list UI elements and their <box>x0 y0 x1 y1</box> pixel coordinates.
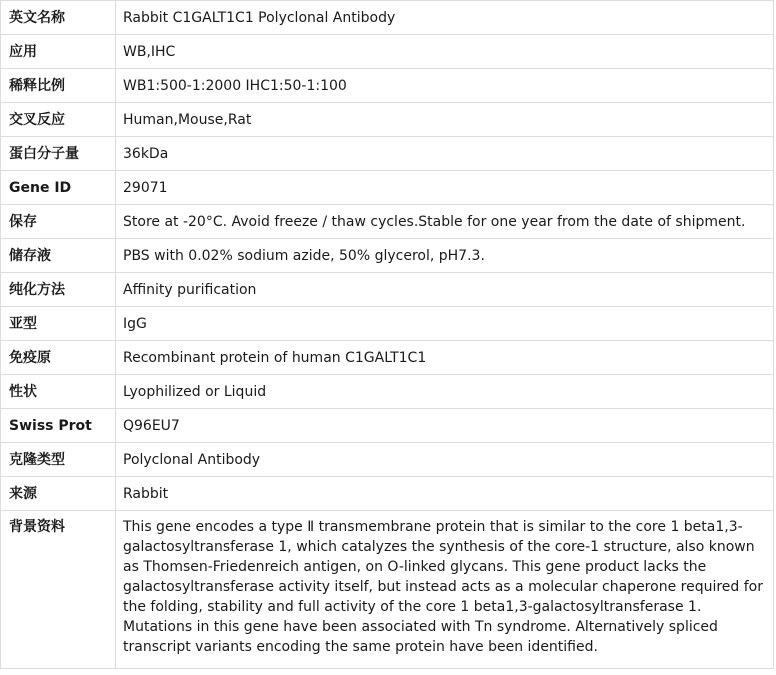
table-row-storage-buffer <box>1 239 774 273</box>
row-value: Lyophilized or Liquid <box>116 375 774 409</box>
row-value: This gene encodes a type Ⅱ transmembrane protein that is similar to the core 1 beta1,3-galactosyltransferase 1, which catalyzes the synthesis of the core-1 structure, also known as Thomsen-Friedenreich antigen, on O-linked glycans. This gene product lacks the galactosyltransferase activity itself, but instead acts as a molecular chaperone required for the folding, stability and full activity of the core 1 beta1,3-galactosyltransferase 1. Mutations in this gene have been associated with Tn syndrome. Alternatively spliced transcript variants encoding the same protein have been identified. <box>116 511 774 669</box>
row-value: Q96EU7 <box>116 409 774 443</box>
row-label: 保存 <box>1 205 116 239</box>
row-value: 29071 <box>116 171 774 205</box>
row-value: 36kDa <box>116 137 774 171</box>
row-value: Rabbit C1GALT1C1 Polyclonal Antibody <box>116 1 774 35</box>
row-value: Affinity purification <box>116 273 774 307</box>
table-row-clonality <box>1 443 774 477</box>
table-row-form <box>1 375 774 409</box>
row-value: IgG <box>116 307 774 341</box>
table-row-isotype <box>1 307 774 341</box>
row-label: 亚型 <box>1 307 116 341</box>
row-value: Human,Mouse,Rat <box>116 103 774 137</box>
row-label: Gene ID <box>1 171 116 205</box>
table-row-swiss-prot <box>1 409 774 443</box>
row-label: 背景资料 <box>1 511 116 669</box>
row-label: 克隆类型 <box>1 443 116 477</box>
table-row-host <box>1 477 774 511</box>
row-value: Recombinant protein of human C1GALT1C1 <box>116 341 774 375</box>
table-row-background <box>1 511 774 669</box>
table-row-molecular-weight <box>1 137 774 171</box>
table-row-purification <box>1 273 774 307</box>
row-label: Swiss Prot <box>1 409 116 443</box>
row-label: 蛋白分子量 <box>1 137 116 171</box>
row-label: 纯化方法 <box>1 273 116 307</box>
row-label: 英文名称 <box>1 1 116 35</box>
row-label: 稀释比例 <box>1 69 116 103</box>
row-label: 储存液 <box>1 239 116 273</box>
row-value: Store at -20°C. Avoid freeze / thaw cycles.Stable for one year from the date of shipment. <box>116 205 774 239</box>
table-row-storage <box>1 205 774 239</box>
row-value: Rabbit <box>116 477 774 511</box>
table-row-english-name <box>1 1 774 35</box>
table-row-dilution <box>1 69 774 103</box>
row-label: 交叉反应 <box>1 103 116 137</box>
row-value: Polyclonal Antibody <box>116 443 774 477</box>
row-value: WB,IHC <box>116 35 774 69</box>
table-row-application <box>1 35 774 69</box>
row-value: WB1:500-1:2000 IHC1:50-1:100 <box>116 69 774 103</box>
row-label: 来源 <box>1 477 116 511</box>
row-label: 应用 <box>1 35 116 69</box>
table-row-gene-id <box>1 171 774 205</box>
row-value: PBS with 0.02% sodium azide, 50% glycerol, pH7.3. <box>116 239 774 273</box>
table-row-immunogen <box>1 341 774 375</box>
row-label: 免疫原 <box>1 341 116 375</box>
table-row-cross-reactivity <box>1 103 774 137</box>
row-label: 性状 <box>1 375 116 409</box>
